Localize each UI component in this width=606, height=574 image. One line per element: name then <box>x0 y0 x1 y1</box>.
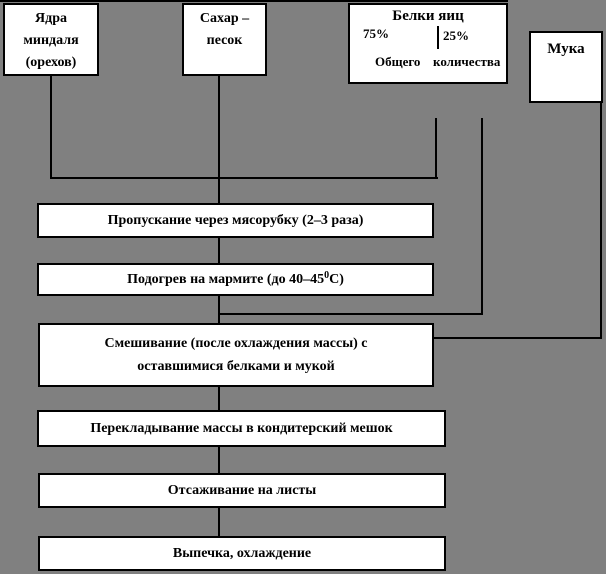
step-grinding-label: Пропускание через мясорубку (2–3 раза) <box>107 212 364 228</box>
connector-sugar-down <box>218 76 220 203</box>
step-baking-label: Выпечка, охлаждение <box>172 545 312 561</box>
connector-step4-step5 <box>218 447 220 473</box>
connector-egg25-horizontal <box>218 313 483 315</box>
egg-whites-right-percent: 25% <box>443 28 469 43</box>
canvas-top-border <box>0 0 508 2</box>
ingredient-box-sugar <box>182 3 267 76</box>
connector-egg25-down <box>481 118 483 315</box>
egg-whites-caption-right: количества <box>433 54 501 69</box>
step-box-piping <box>38 473 446 508</box>
egg-whites-left-percent: 75% <box>363 26 389 41</box>
nuts-label-line2: миндаля <box>23 33 79 48</box>
step-box-transfer <box>37 410 446 447</box>
connector-egg75-down <box>435 118 437 179</box>
step-box-baking <box>38 536 446 571</box>
step-mixing-label-line2: оставшимися белками и мукой <box>137 359 335 374</box>
flour-label: Мука <box>547 41 585 57</box>
step-transfer-label: Перекладывание массы в кондитерский мешок <box>90 420 393 436</box>
step-mixing-label-line1: Смешивание (после охлаждения массы) с <box>104 336 368 351</box>
connector-step3-step4 <box>218 387 220 410</box>
sugar-label-line1: Сахар – <box>199 11 250 26</box>
egg-whites-caption-left: Общего <box>375 54 421 69</box>
nuts-label-line1: Ядра <box>35 11 67 26</box>
step-piping-label: Отсаживание на листы <box>167 482 317 498</box>
ingredient-box-egg-whites <box>348 3 508 84</box>
sugar-label-line2: песок <box>206 33 243 48</box>
step-heating-degree-sup: 0 <box>324 269 330 281</box>
connector-step1-step2 <box>218 238 220 263</box>
egg-whites-title: Белки яиц <box>392 8 464 24</box>
step-heating-label-suffix: С) <box>329 271 344 287</box>
step-box-grinding <box>37 203 434 238</box>
egg-split-divider <box>437 26 439 49</box>
connector-nuts-down <box>50 76 52 179</box>
connector-flour-down <box>600 103 602 339</box>
ingredient-box-flour <box>529 31 603 103</box>
connector-step5-step6 <box>218 508 220 536</box>
connector-collector-horizontal <box>50 177 438 179</box>
ingredient-box-nuts <box>3 3 99 76</box>
connector-step2-step3 <box>218 296 220 323</box>
step-heating-label <box>127 269 344 288</box>
step-heating-label-prefix: Подогрев на мармите (до 40–45 <box>127 271 325 287</box>
step-box-heating <box>37 263 434 296</box>
step-box-mixing <box>38 323 434 387</box>
connector-flour-horizontal <box>434 337 602 339</box>
nuts-label-line3: (орехов) <box>25 55 77 70</box>
